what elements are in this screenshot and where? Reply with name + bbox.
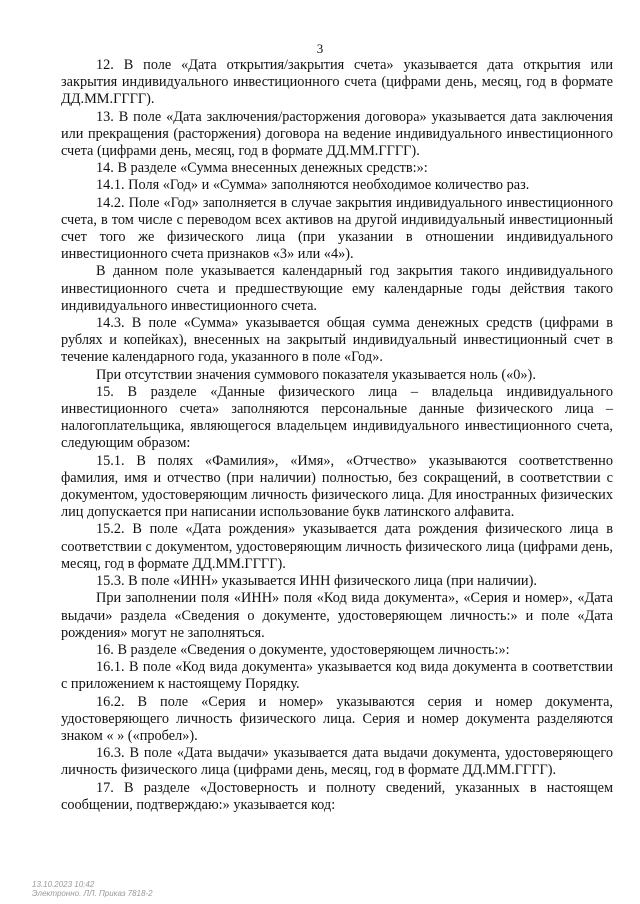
paragraph-16-1: 16.1. В поле «Код вида документа» указывается код вида документа в соответствии с приложением к настоящему Порядку. [61,659,613,693]
paragraph-12: 12. В поле «Дата открытия/закрытия счета» указывается дата открытия или закрытия индивидуального инвестиционного счета (цифрами день, месяц, год в формате ДД.ММ.ГГГГ). [61,57,613,108]
paragraph-16-3: 16.3. В поле «Дата выдачи» указывается дата выдачи документа, удостоверяющего личность физического лица (цифрами день, месяц, год в формате ДД.ММ.ГГГГ). [61,745,613,779]
paragraph-14-1: 14.1. Поля «Год» и «Сумма» заполняются необходимое количество раз. [96,177,530,194]
footer-stamp [32,880,153,898]
paragraph-16: 16. В разделе «Сведения о документе, удостоверяющем личность:»: [96,641,510,658]
paragraph-15-1: 15.1. В полях «Фамилия», «Имя», «Отчество» указываются соответственно фамилия, имя и отчество (при наличии) полностью, без сокращений, в соответствии с документом, удостоверяющим личность физического лица. Для иностранных физических лиц допускается при написании использование букв латинского алфавита. [61,452,613,521]
paragraph-14-3: 14.3. В поле «Сумма» указывается общая сумма денежных средств (цифрами в рублях и копейках), внесенных на закрытый индивидуальный инвестиционный счет в течение календарного года, указанного в поле «Год». [61,315,613,366]
paragraph-16-2: 16.2. В поле «Серия и номер» указываются серия и номер документа, удостоверяющего личность физического лица. Серия и номер документа разделяются знаком « » («пробел»). [61,693,613,744]
paragraph-17: 17. В разделе «Достоверность и полноту сведений, указанных в настоящем сообщении, подтверждаю:» указывается код: [61,779,613,813]
footer-line-1: 13.10.2023 10:42 [32,880,95,889]
paragraph-14-3-cont: При отсутствии значения суммового показателя указывается ноль («0»). [96,366,536,383]
paragraph-13: 13. В поле «Дата заключения/расторжения договора» указывается дата заключения или прекращения (расторжения) договора на ведение индивидуального инвестиционного счета (цифрами день, месяц, год в формате ДД.ММ.ГГГГ). [61,108,613,160]
footer-line-2: Электронно. ЛЛ. Приказ 7818-2 [32,889,153,898]
paragraph-15: 15. В разделе «Данные физического лица – владельца индивидуального инвестиционного счета» заполняются персональные данные физического лица – налогоплательщика, являющегося владельцем индивидуального инвестиционного счета, следующим образом: [61,383,613,452]
paragraph-14-2: 14.2. Поле «Год» заполняется в случае закрытия индивидуального инвестиционного счета, в том числе с переводом всех активов на другой индивидуальный инвестиционный счет того же физического лица (при указании в отношении индивидуального инвестиционного счета признаков «3» или «4»). [61,194,613,263]
paragraph-15-3: 15.3. В поле «ИНН» указывается ИНН физического лица (при наличии). [96,573,537,590]
page-number: 3 [316,41,324,56]
paragraph-14: 14. В разделе «Сумма внесенных денежных средств:»: [96,160,428,177]
paragraph-15-3-cont: При заполнении поля «ИНН» поля «Код вида документа», «Серия и номер», «Дата выдачи» раздела «Сведения о документе, удостоверяющем личность:» и поле «Дата рождения» могут не заполняться. [61,590,613,641]
paragraph-14-2-cont: В данном поле указывается календарный год закрытия такого индивидуального инвестиционного счета и предшествующие ему календарные годы действия такого индивидуального инвестиционного счета. [61,263,613,314]
paragraph-15-2: 15.2. В поле «Дата рождения» указывается дата рождения физического лица в соответствии с документом, удостоверяющим личность физического лица (цифрами день, месяц, год в формате ДД.ММ.ГГГГ). [61,521,613,572]
document-body [61,57,613,814]
